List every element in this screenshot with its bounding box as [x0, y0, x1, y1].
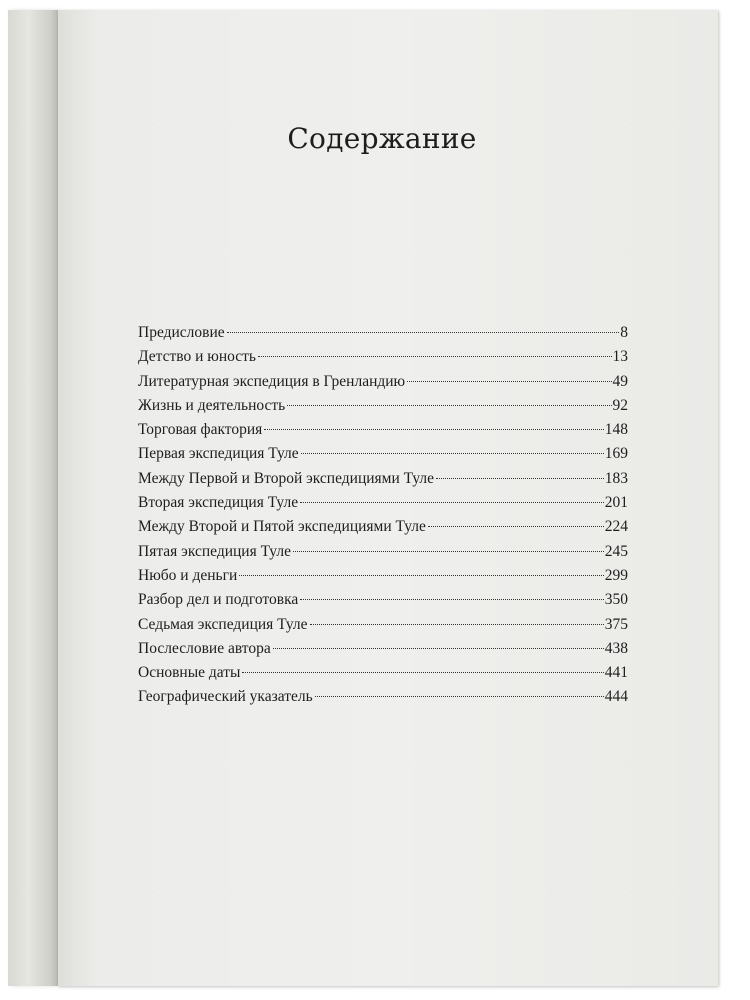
dot-leader — [287, 405, 611, 406]
toc-entry — [138, 394, 628, 418]
toc-entry — [138, 418, 628, 442]
toc-entry-title: Основные даты — [138, 664, 241, 682]
toc-entry-title: Вторая экспедиция Туле — [138, 494, 299, 512]
book — [8, 10, 720, 986]
dot-leader — [301, 453, 604, 454]
toc-entry-page-number: 350 — [604, 591, 628, 609]
toc-entry — [138, 345, 628, 369]
toc-entry — [138, 588, 628, 612]
toc-entry — [138, 467, 628, 491]
toc-entry-page-number: 201 — [604, 494, 628, 512]
toc-entry-title: Первая экспедиция Туле — [138, 445, 299, 463]
book-page — [58, 10, 718, 986]
toc-entry — [138, 491, 628, 515]
toc-entry — [138, 515, 628, 539]
dot-leader — [273, 648, 604, 649]
toc-entry-title: Торговая фактория — [138, 421, 263, 439]
toc-entry-page-number: 169 — [604, 445, 628, 463]
dot-leader — [310, 624, 604, 625]
dot-leader — [239, 575, 604, 576]
toc-entry — [138, 613, 628, 637]
toc-entry-page-number: 183 — [604, 469, 628, 487]
dot-leader — [227, 332, 620, 333]
toc-entry-page-number: 13 — [612, 348, 628, 366]
toc-entry-page-number: 92 — [612, 396, 628, 414]
toc-entry-page-number: 224 — [604, 518, 628, 536]
toc-entry-page-number: 441 — [604, 664, 628, 682]
toc-entry-title: Детство и юность — [138, 348, 256, 366]
dot-leader — [315, 696, 604, 697]
book-spine-edge — [8, 10, 58, 986]
toc-entry-page-number: 375 — [604, 615, 628, 633]
dot-leader — [436, 478, 604, 479]
toc-entry — [138, 685, 628, 709]
page-title: Содержание — [287, 122, 477, 155]
toc-entry — [138, 442, 628, 466]
dot-leader — [407, 381, 611, 382]
toc-entry-title: Географический указатель — [138, 688, 313, 706]
toc-entry-title: Нюбо и деньги — [138, 566, 238, 584]
toc-entry — [138, 661, 628, 685]
toc-entry-page-number: 245 — [604, 542, 628, 560]
dot-leader — [264, 429, 603, 430]
toc-entry-page-number: 8 — [620, 324, 628, 341]
toc-entry — [138, 637, 628, 661]
toc-entry-page-number: 299 — [604, 566, 628, 584]
toc-entry — [138, 540, 628, 564]
toc-entry-page-number: 438 — [604, 639, 628, 657]
toc-entry-title: Разбор дел и подготовка — [138, 591, 299, 609]
toc-entry-title: Жизнь и деятельность — [138, 396, 286, 414]
toc-entry-title: Предисловие — [138, 324, 225, 341]
toc-entry — [138, 321, 628, 345]
dot-leader — [293, 551, 604, 552]
dot-leader — [300, 502, 604, 503]
dot-leader — [242, 672, 603, 673]
toc-entry-title: Пятая экспедиция Туле — [138, 542, 291, 560]
toc-entry-title: Между Первой и Второй экспедициями Туле — [138, 469, 435, 487]
dot-leader — [258, 356, 612, 357]
table-of-contents — [138, 321, 628, 710]
toc-entry — [138, 564, 628, 588]
toc-entry — [138, 370, 628, 394]
toc-entry-page-number: 49 — [612, 372, 628, 390]
dot-leader — [428, 526, 604, 527]
toc-entry-title: Между Второй и Пятой экспедициями Туле — [138, 518, 426, 536]
toc-entry-title: Послесловие автора — [138, 639, 271, 657]
toc-entry-page-number: 444 — [604, 688, 628, 706]
toc-entry-page-number: 148 — [604, 421, 628, 439]
dot-leader — [300, 599, 604, 600]
toc-entry-title: Литературная экспедиция в Гренландию — [138, 372, 406, 390]
toc-entry-title: Седьмая экспедиция Туле — [138, 615, 308, 633]
